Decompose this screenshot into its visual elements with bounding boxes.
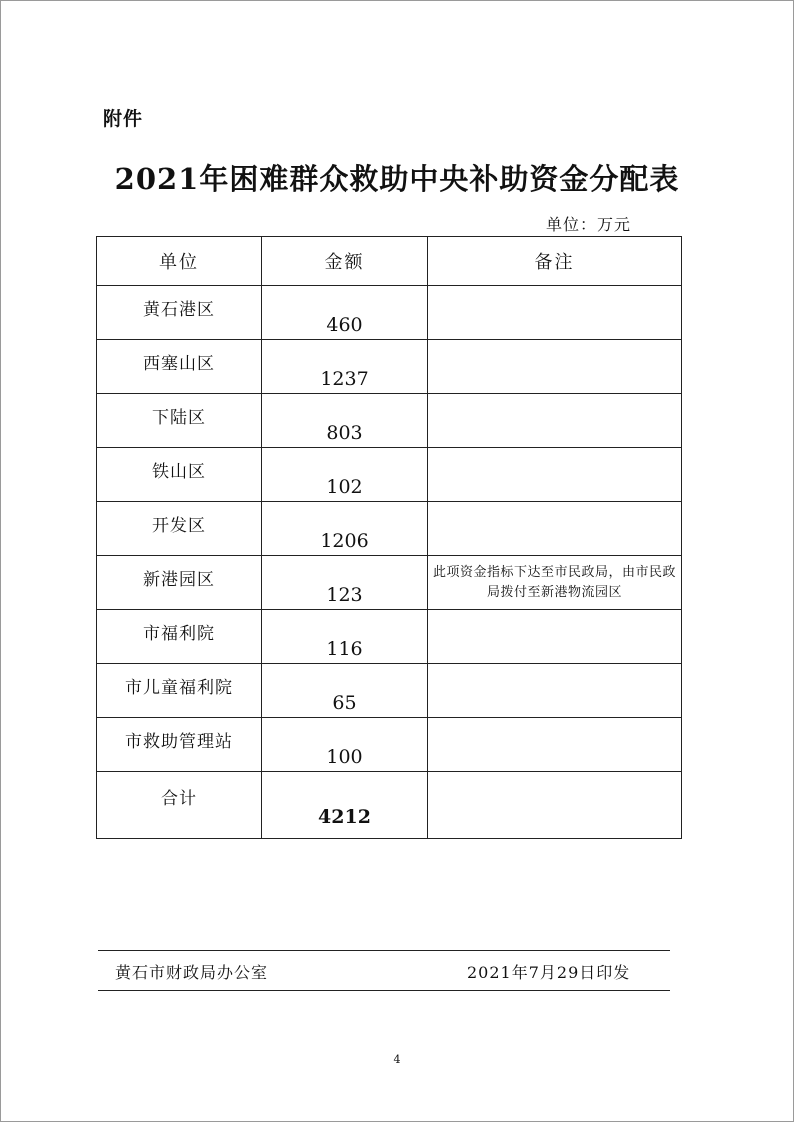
table-row <box>97 664 682 718</box>
row-remark <box>428 448 682 502</box>
issue-date: 2021年7月29日印发 <box>467 963 631 982</box>
row-amount: 1206 <box>262 502 428 556</box>
total-amount: 4212 <box>262 772 428 839</box>
row-remark <box>428 394 682 448</box>
row-unit-name: 市救助管理站 <box>97 718 262 772</box>
table-row <box>97 610 682 664</box>
document-title: 2021年困难群众救助中央补助资金分配表 <box>114 162 680 196</box>
row-unit-name: 西塞山区 <box>97 340 262 394</box>
row-remark <box>428 340 682 394</box>
row-unit-name: 市儿童福利院 <box>97 664 262 718</box>
row-unit-name: 铁山区 <box>97 448 262 502</box>
row-remark <box>428 286 682 340</box>
header-amount: 金额 <box>262 237 428 286</box>
table-row <box>97 502 682 556</box>
row-unit-name: 黄石港区 <box>97 286 262 340</box>
table-row <box>97 718 682 772</box>
footer-top-rule <box>98 950 670 951</box>
row-remark <box>428 664 682 718</box>
page-number: 4 <box>393 1053 401 1066</box>
row-remark: 此项资金指标下达至市民政局，由市民政局拨付至新港物流园区 <box>428 556 682 610</box>
row-amount: 460 <box>262 286 428 340</box>
row-amount: 803 <box>262 394 428 448</box>
row-remark <box>428 502 682 556</box>
table-row <box>97 340 682 394</box>
allocation-table <box>96 236 682 839</box>
footer-bottom-rule <box>98 990 670 991</box>
row-amount: 116 <box>262 610 428 664</box>
table-row <box>97 394 682 448</box>
table-header-row <box>97 237 682 286</box>
row-amount: 123 <box>262 556 428 610</box>
table-row <box>97 286 682 340</box>
total-remark <box>428 772 682 839</box>
row-unit-name: 开发区 <box>97 502 262 556</box>
row-remark <box>428 718 682 772</box>
row-amount: 1237 <box>262 340 428 394</box>
row-remark <box>428 610 682 664</box>
header-remark: 备注 <box>428 237 682 286</box>
table-row <box>97 448 682 502</box>
total-label: 合计 <box>97 772 262 839</box>
row-unit-name: 市福利院 <box>97 610 262 664</box>
issuer-name: 黄石市财政局办公室 <box>115 963 269 982</box>
attachment-label: 附件 <box>103 108 144 130</box>
row-amount: 102 <box>262 448 428 502</box>
total-row <box>97 772 682 839</box>
table-row <box>97 556 682 610</box>
header-unit: 单位 <box>97 237 262 286</box>
row-amount: 65 <box>262 664 428 718</box>
unit-note: 单位：万元 <box>546 215 632 234</box>
row-unit-name: 下陆区 <box>97 394 262 448</box>
row-amount: 100 <box>262 718 428 772</box>
row-unit-name: 新港园区 <box>97 556 262 610</box>
